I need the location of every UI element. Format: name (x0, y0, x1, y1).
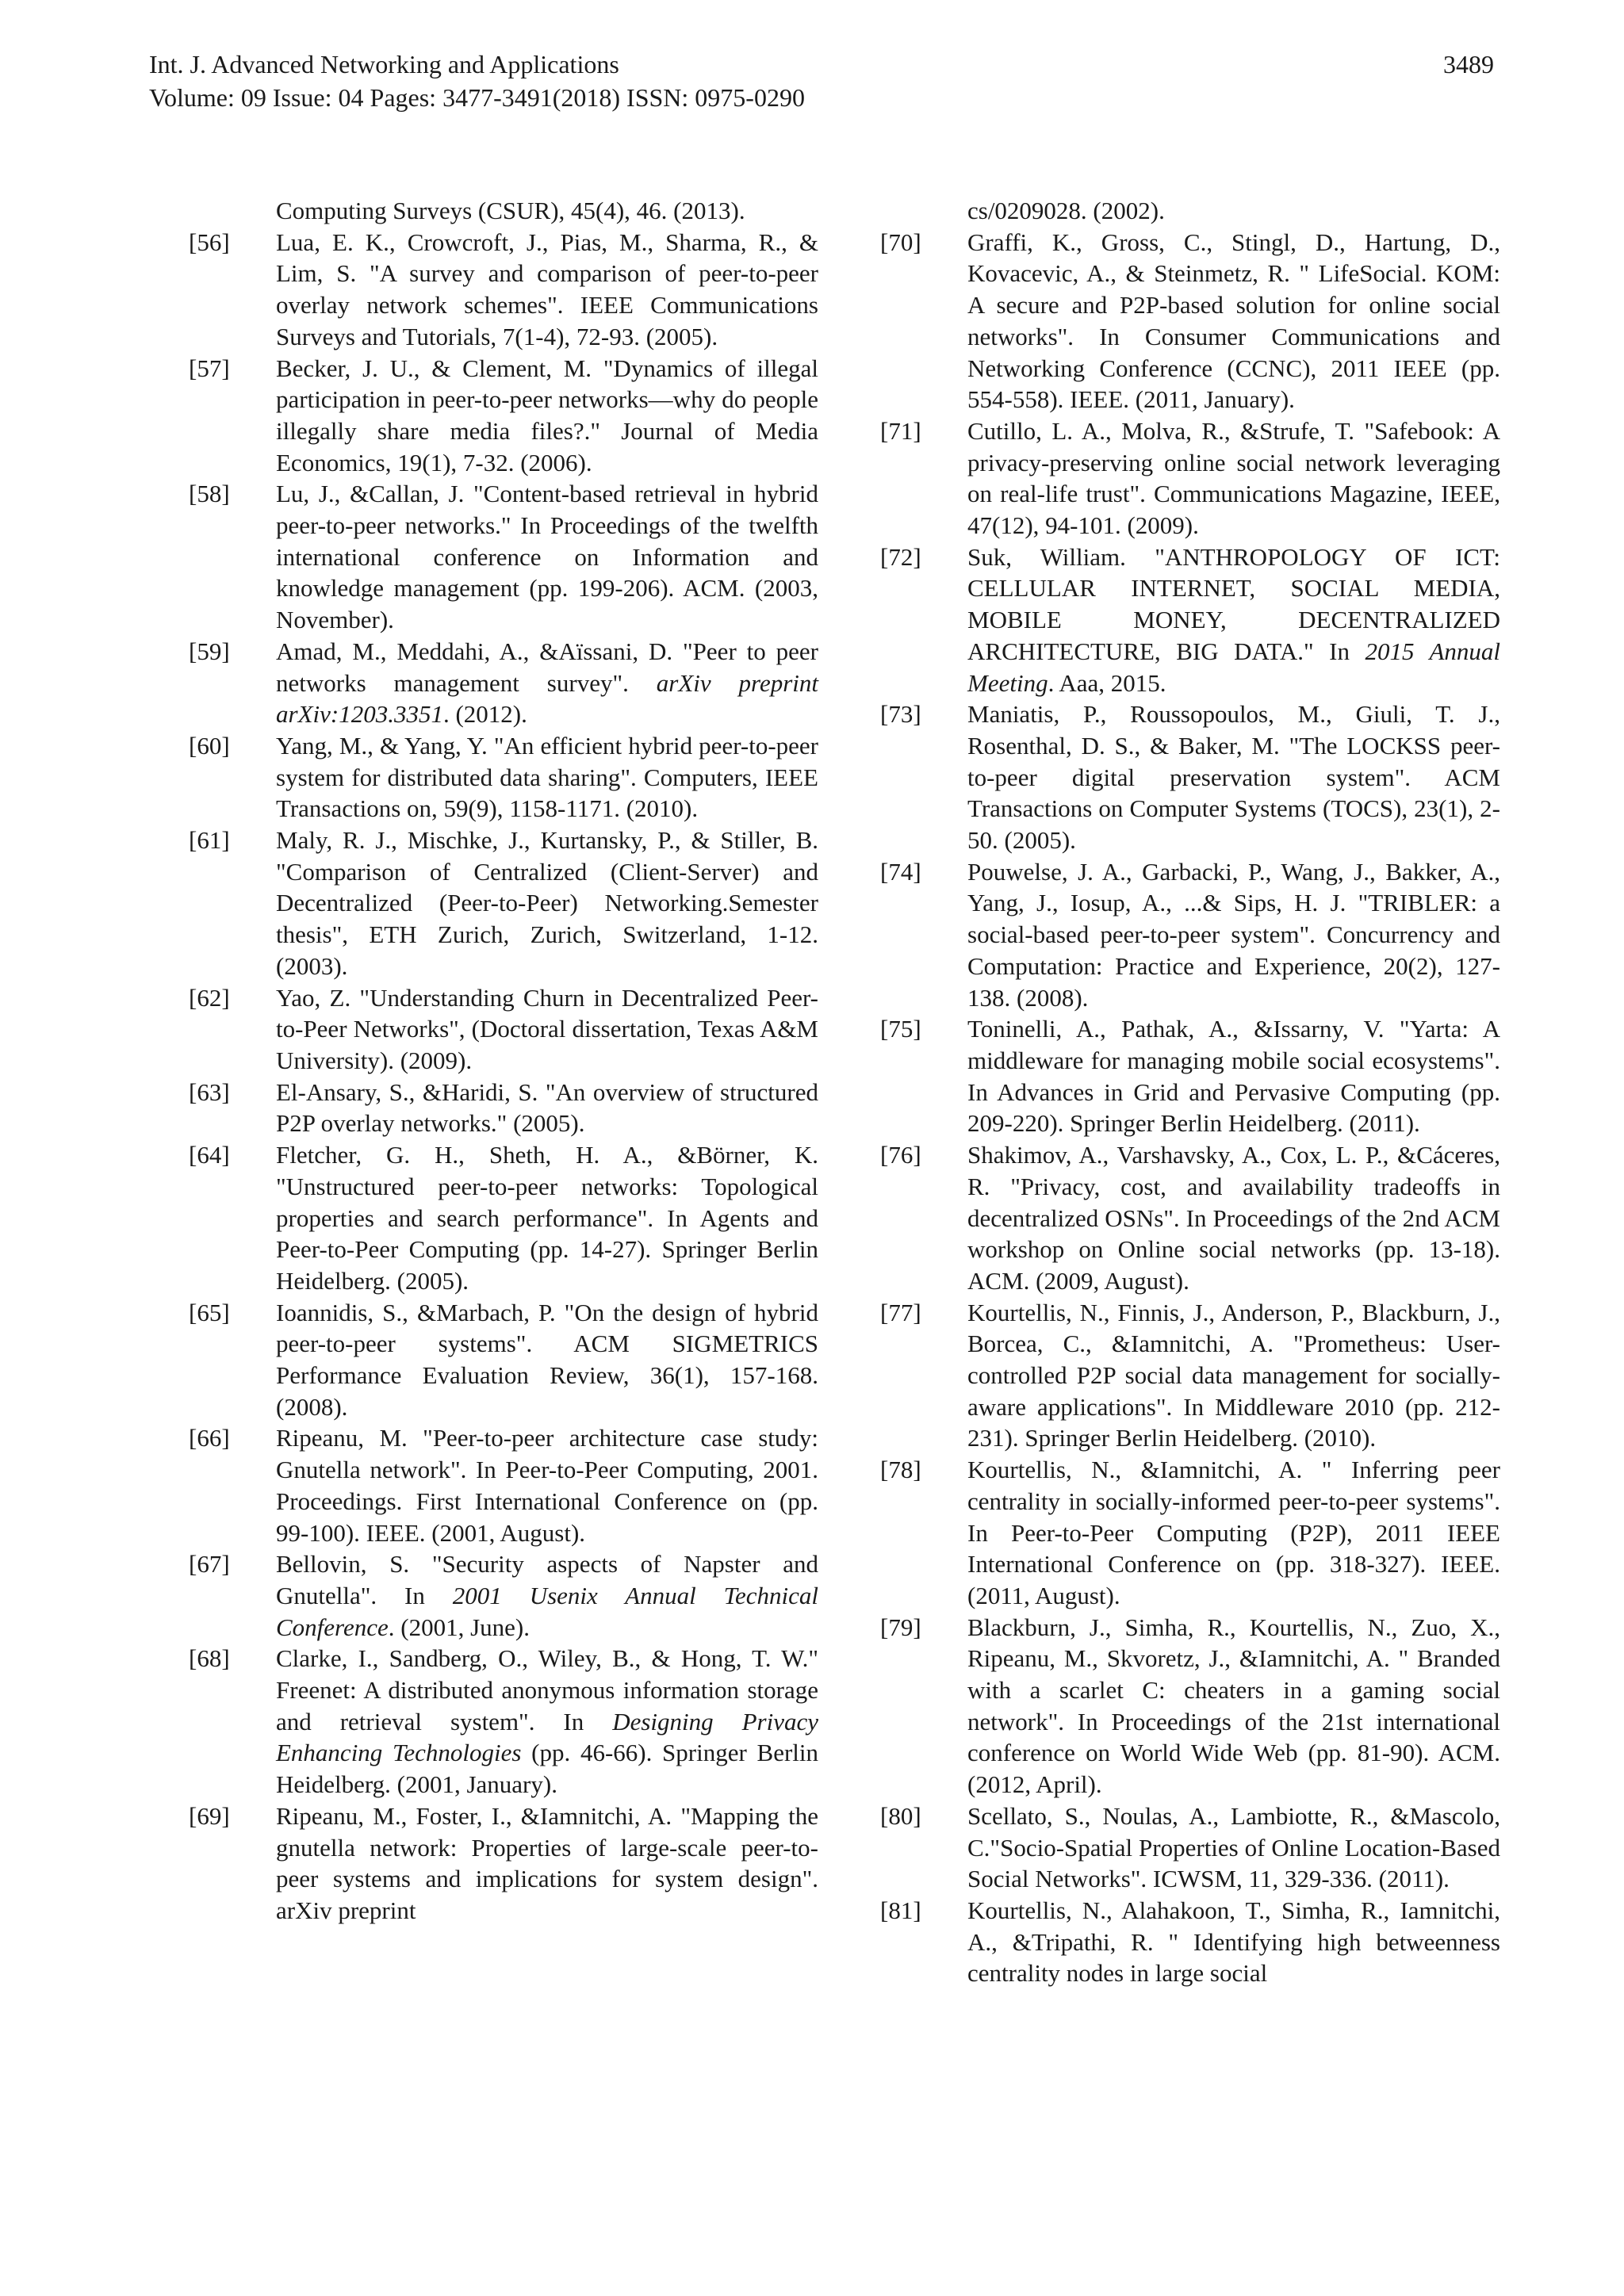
reference-number: [74] (880, 857, 921, 886)
reference-text-part: . (2001, June). (388, 1613, 530, 1641)
reference-number: [64] (189, 1141, 230, 1169)
reference-text: Lu, J., &Callan, J. "Content-based retrieval in hybrid peer-to-peer networks." In Proceedings of the twelfth international conference on Information and knowledge management (pp. 199-206). ACM. (2003, November). (276, 480, 818, 634)
page-number: 3489 (1443, 50, 1494, 78)
reference-text-part: . Aaa, 2015. (1048, 668, 1166, 697)
reference-item (880, 1297, 1500, 1455)
reference-number: [75] (880, 1015, 921, 1043)
reference-item (189, 1297, 818, 1423)
left-reference-column (189, 195, 818, 1927)
reference-text: Computing Surveys (CSUR), 45(4), 46. (2013). (276, 197, 745, 224)
reference-text: Shakimov, A., Varshavsky, A., Cox, L. P., &Cáceres, R. "Privacy, cost, and availability tradeoffs in decentralized OSNs". In Proceedings of the 2nd ACM workshop on Online social networks (pp. 13-18). ACM. (2009, August). (967, 1141, 1500, 1295)
reference-number: [79] (880, 1613, 921, 1641)
reference-number: [66] (189, 1424, 230, 1452)
reference-number: [60] (189, 731, 230, 760)
reference-item (189, 982, 818, 1077)
reference-item (189, 1800, 818, 1927)
reference-text-part: Clarke, I., Sandberg, O., Wiley, B., & Hong, T. W." Freenet: A distributed anonymous information storage and retrieval system". In (276, 1644, 818, 1735)
reference-text: cs/0209028. (2002). (967, 197, 1165, 224)
reference-italic-title: Designing Privacy Enhancing Technologies (276, 1707, 818, 1767)
reference-text: Lua, E. K., Crowcroft, J., Pias, M., Sharma, R., & Lim, S. "A survey and comparison of peer-to-peer overlay network schemes". IEEE Communications Surveys and Tutorials, 7(1-4), 72-93. (2005). (276, 228, 818, 350)
reference-item (189, 1139, 818, 1297)
reference-text: Cutillo, L. A., Molva, R., &Strufe, T. "Safebook: A privacy-preserving online social network leveraging on real-life trust". Communications Magazine, IEEE, 47(12), 94-101. (2009). (967, 416, 1500, 540)
volume-info: Volume: 09 Issue: 04 Pages: 3477-3491(2018) ISSN: 0975-0290 (149, 83, 805, 112)
reference-number: [76] (880, 1141, 921, 1169)
reference-item (880, 1800, 1500, 1895)
reference-text: Toninelli, A., Pathak, A., &Issarny, V. "Yarta: A middleware for managing mobile social ecosystems". In Advances in Grid and Pervasive Computing (pp. 209-220). Springer Berlin Heidelberg. (2011). (967, 1015, 1500, 1138)
reference-text-part: . (2012). (442, 700, 527, 729)
reference-text: Kourtellis, N., Finnis, J., Anderson, P., Blackburn, J., Borcea, C., &Iamnitchi, A. "Prometheus: User-controlled P2P social data management for socially-aware applications". In Middleware 2010 (pp. 212-231). Springer Berlin Heidelberg. (2010). (967, 1298, 1500, 1452)
reference-item (880, 541, 1500, 699)
reference-item (880, 1013, 1500, 1139)
reference-number: [62] (189, 983, 230, 1012)
reference-number: [70] (880, 228, 921, 256)
reference-text: Yao, Z. "Understanding Churn in Decentralized Peer-to-Peer Networks", (Doctoral dissertation, Texas A&M University). (2009). (276, 983, 818, 1074)
reference-continuation (880, 195, 1500, 227)
reference-item (880, 698, 1500, 856)
reference-number: [80] (880, 1801, 921, 1830)
reference-number: [73] (880, 700, 921, 729)
reference-number: [71] (880, 416, 921, 445)
reference-number: [63] (189, 1077, 230, 1106)
reference-text: Ripeanu, M. "Peer-to-peer architecture case study: Gnutella network". In Peer-to-Peer Computing, 2001. Proceedings. First International Conference on (pp. 99-100). IEEE. (2001, August). (276, 1424, 818, 1547)
reference-text: Maly, R. J., Mischke, J., Kurtansky, P., & Stiller, B. "Comparison of Centralized (Client-Server) and Decentralized (Peer-to-Peer) Networking.Semester thesis", ETH Zurich, Zurich, Switzerland, 1-12. (2003). (276, 826, 818, 980)
reference-text: Yang, M., & Yang, Y. "An efficient hybrid peer-to-peer system for distributed data sharing". Computers, IEEE Transactions on, 59(9), 1158-1171. (2010). (276, 731, 818, 823)
reference-item (189, 730, 818, 825)
reference-text-part: (pp. 46-66). Springer Berlin Heidelberg. (2001, January). (276, 1739, 818, 1799)
reference-item (189, 636, 818, 730)
reference-item (880, 1139, 1500, 1297)
reference-text: Graffi, K., Gross, C., Stingl, D., Hartung, D., Kovacevic, A., & Steinmetz, R. " LifeSocial. KOM: A secure and P2P-based solution for online social networks". In Consumer Communications and Networking Conference (CCNC), 2011 IEEE (pp. 554-558). IEEE. (2011, January). (967, 228, 1500, 414)
reference-text: Kourtellis, N., Alahakoon, T., Simha, R., Iamnitchi, A., &Tripathi, R. " Identifying high betweenness centrality nodes in large social (967, 1896, 1500, 1988)
reference-item (880, 1454, 1500, 1612)
reference-text: Scellato, S., Noulas, A., Lambiotte, R., &Mascolo, C."Socio-Spatial Properties of Online Location-Based Social Networks". ICWSM, 11, 329-336. (2011). (967, 1801, 1500, 1893)
reference-number: [58] (189, 480, 230, 508)
reference-number: [59] (189, 637, 230, 665)
reference-text: Maniatis, P., Roussopoulos, M., Giuli, T. J., Rosenthal, D. S., & Baker, M. "The LOCKSS peer-to-peer digital preservation system". ACM Transactions on Computer Systems (TOCS), 23(1), 2-50. (2005). (967, 700, 1500, 855)
reference-item (189, 825, 818, 982)
reference-item (189, 1643, 818, 1800)
reference-text: Kourtellis, N., &Iamnitchi, A. " Inferring peer centrality in socially-informed peer-to-peer systems". In Peer-to-Peer Computing (P2P), 2011 IEEE International Conference on (pp. 318-327). IEEE. (2011, August). (967, 1456, 1500, 1609)
reference-item (880, 856, 1500, 1014)
reference-number: [77] (880, 1298, 921, 1326)
reference-number: [78] (880, 1456, 921, 1484)
reference-item (189, 1422, 818, 1548)
reference-item (880, 1895, 1500, 1989)
reference-italic-title: 2015 Annual Meeting (967, 637, 1500, 697)
reference-text: Ioannidis, S., &Marbach, P. "On the design of hybrid peer-to-peer systems". ACM SIGMETRICS Performance Evaluation Review, 36(1), 157-168. (2008). (276, 1298, 818, 1421)
reference-text (276, 1643, 818, 1800)
reference-item (189, 353, 818, 479)
reference-item (880, 1612, 1500, 1800)
right-reference-column (880, 195, 1500, 1989)
reference-text-part: Suk, William. "ANTHROPOLOGY OF ICT: CELLULAR INTERNET, SOCIAL MEDIA, MOBILE MONEY, DECENTRALIZED ARCHITECTURE, BIG DATA." In (967, 542, 1500, 665)
reference-italic-title: 2001 Usenix Annual Technical Conference (276, 1581, 818, 1641)
reference-number: [69] (189, 1801, 230, 1830)
reference-text (967, 541, 1500, 699)
running-header (149, 48, 805, 114)
reference-number: [61] (189, 826, 230, 855)
reference-text: Blackburn, J., Simha, R., Kourtellis, N., Zuo, X., Ripeanu, M., Skvoretz, J., &Iamnitchi, A. " Branded with a scarlet C: cheaters in a gaming social network". In Proceedings of the 21st international conference on World Wide Web (pp. 81-90). ACM.(2012, April). (967, 1613, 1500, 1799)
reference-italic-title: arXiv preprint arXiv:1203.3351 (276, 668, 818, 729)
reference-text: Becker, J. U., & Clement, M. "Dynamics of illegal participation in peer-to-peer networks—why do people illegally share media files?." Journal of Media Economics, 19(1), 7-32. (2006). (276, 354, 818, 476)
reference-text: El-Ansary, S., &Haridi, S. "An overview of structured P2P overlay networks." (2005). (276, 1077, 818, 1138)
reference-number: [65] (189, 1298, 230, 1326)
reference-number: [72] (880, 542, 921, 571)
reference-item (189, 478, 818, 636)
reference-text (276, 636, 818, 730)
reference-continuation (189, 195, 818, 227)
journal-title: Int. J. Advanced Networking and Applications (149, 50, 619, 78)
reference-text: Fletcher, G. H., Sheth, H. A., &Börner, K. "Unstructured peer-to-peer networks: Topological properties and search performance". In Agents and Peer-to-Peer Computing (pp. 14-27). Springer Berlin Heidelberg. (2005). (276, 1141, 818, 1295)
reference-item (880, 415, 1500, 541)
reference-item (189, 1548, 818, 1643)
reference-item (880, 227, 1500, 415)
reference-number: [67] (189, 1550, 230, 1578)
reference-number: [57] (189, 354, 230, 382)
reference-text (276, 1548, 818, 1643)
reference-item (189, 1077, 818, 1139)
reference-number: [81] (880, 1896, 921, 1924)
reference-text: Pouwelse, J. A., Garbacki, P., Wang, J., Bakker, A., Yang, J., Iosup, A., ...& Sips, H. J. "TRIBLER: a social-based peer-to-peer system". Concurrency and Computation: Practice and Experience, 20(2), 127-138. (2008). (967, 857, 1500, 1012)
reference-text-part: Bellovin, S. "Security aspects of Napster and Gnutella". In (276, 1550, 818, 1609)
reference-number: [56] (189, 228, 230, 256)
reference-text: Ripeanu, M., Foster, I., &Iamnitchi, A. "Mapping the gnutella network: Properties of large-scale peer-to-peer systems and implications for system design". arXiv preprint (276, 1801, 818, 1924)
reference-number: [68] (189, 1644, 230, 1673)
reference-text-part: Amad, M., Meddahi, A., &Aïssani, D. "Peer to peer networks management survey". (276, 637, 818, 697)
reference-item (189, 227, 818, 353)
